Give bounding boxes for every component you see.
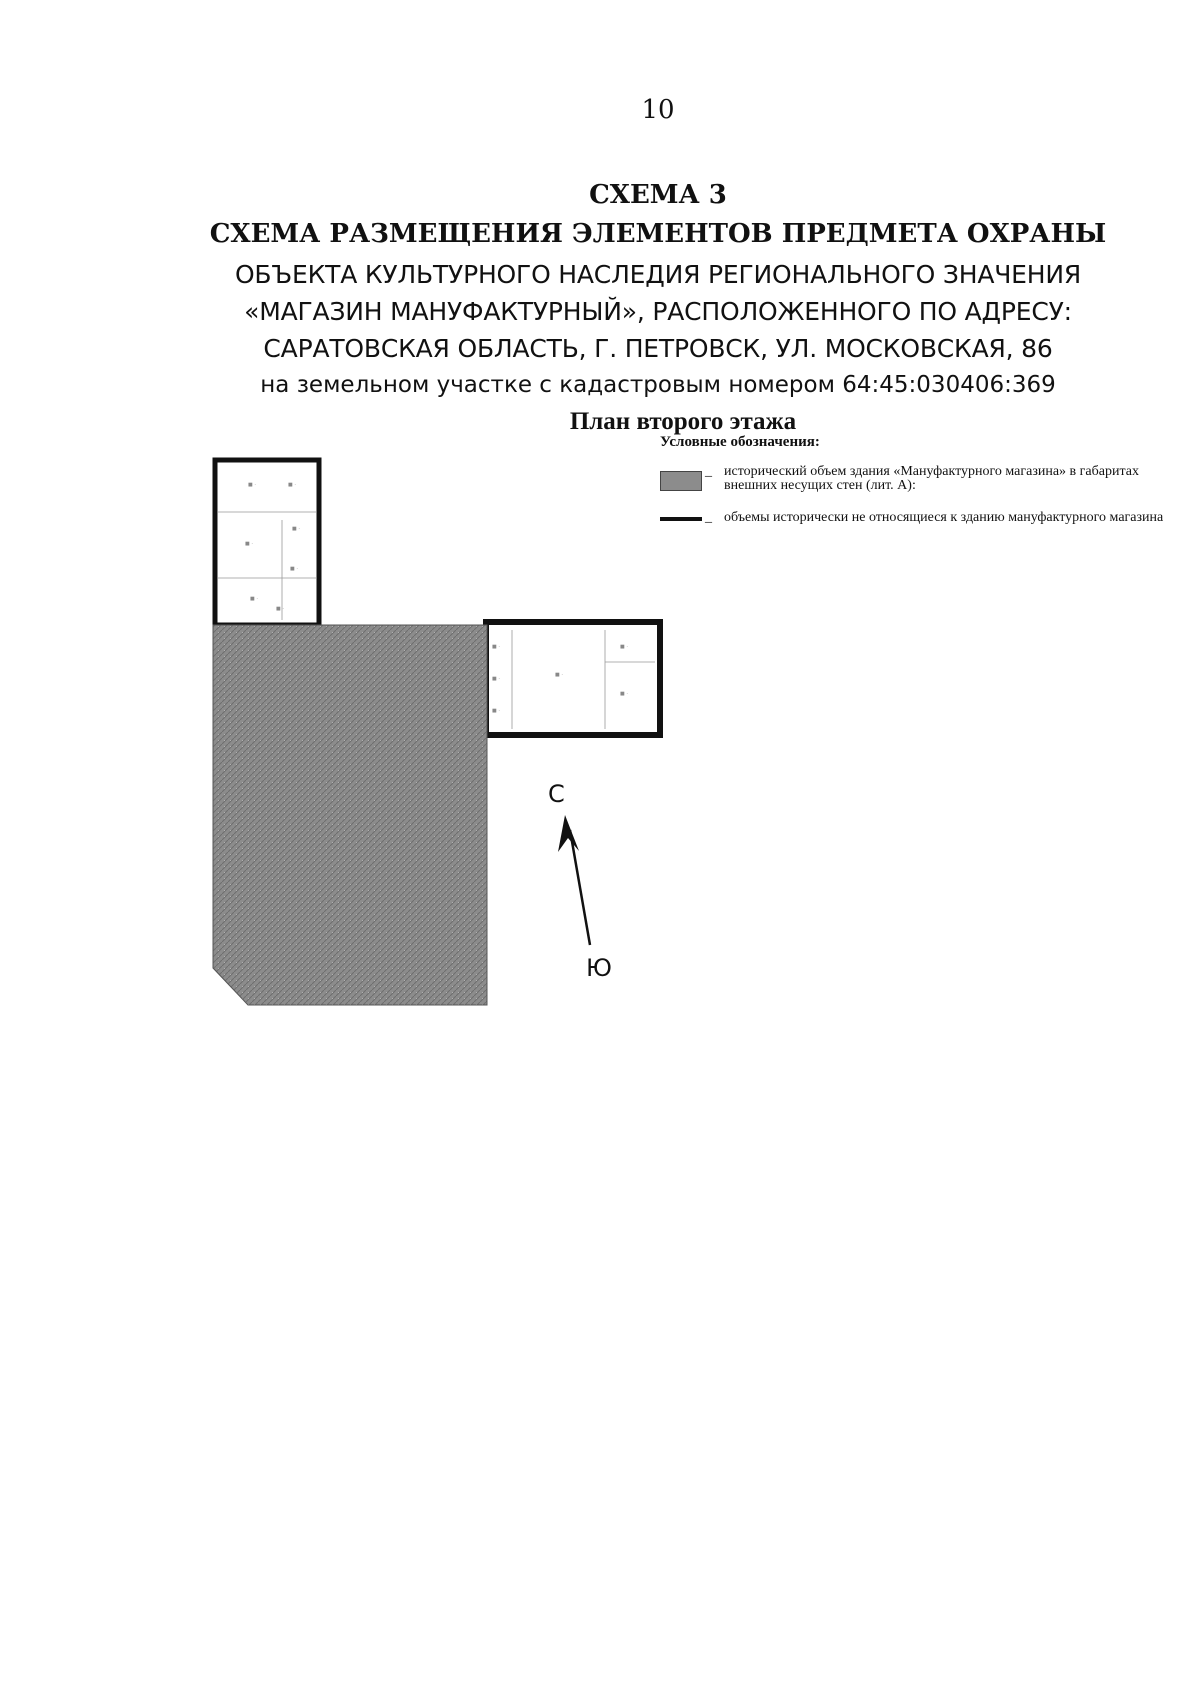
object-line-2: «МАГАЗИН МАНУФАКТУРНЫЙ», РАСПОЛОЖЕННОГО ПО АДРЕСУ: xyxy=(244,297,1072,326)
svg-text:■ ·: ■ · xyxy=(276,606,284,612)
svg-text:■ ·: ■ · xyxy=(492,676,500,682)
svg-text:■ ·: ■ · xyxy=(492,708,500,714)
non-historic-wing-east xyxy=(486,622,660,735)
compass-south-label: Ю xyxy=(586,954,612,982)
non-historic-wing-north xyxy=(215,460,319,625)
legend-dash: _ xyxy=(705,510,712,525)
svg-text:■ ·: ■ · xyxy=(492,644,500,650)
legend-heading: Условные обозначения: xyxy=(660,434,820,450)
legend-text-non-historic: объемы исторически не относящиеся к зданию мануфактурного магазина xyxy=(724,510,1164,525)
svg-text:■ ·: ■ · xyxy=(555,672,563,678)
legend-text-historic: исторический объем здания «Мануфактурного магазина» в габаритах внешних несущих стен (лит. А): xyxy=(724,464,1139,493)
svg-text:■ ·: ■ · xyxy=(620,644,628,650)
compass-north-label: С xyxy=(548,780,565,808)
svg-text:■ ·: ■ · xyxy=(292,526,300,532)
svg-text:■ ·: ■ · xyxy=(250,596,258,602)
object-line-3: САРАТОВСКАЯ ОБЛАСТЬ, Г. ПЕТРОВСК, УЛ. МОСКОВСКАЯ, 86 xyxy=(263,334,1053,363)
floor-title: План второго этажа xyxy=(569,408,797,435)
svg-text:■ ·: ■ · xyxy=(290,566,298,572)
svg-text:■ ·: ■ · xyxy=(620,691,628,697)
svg-text:■ ·: ■ · xyxy=(248,482,256,488)
legend-dash: _ xyxy=(705,464,712,479)
compass-arrow-icon xyxy=(558,815,590,945)
svg-text:■ ·: ■ · xyxy=(288,482,296,488)
svg-text:■ ·: ■ · xyxy=(245,541,253,547)
page-number: 10 xyxy=(641,95,675,125)
cadastral-line: на земельном участке с кадастровым номером 64:45:030406:369 xyxy=(260,372,1056,398)
scheme-title: СХЕМА РАЗМЕЩЕНИЯ ЭЛЕМЕНТОВ ПРЕДМЕТА ОХРАНЫ xyxy=(209,219,1107,249)
scheme-label: СХЕМА 3 xyxy=(589,180,727,210)
historic-volume xyxy=(213,625,487,1005)
object-line-1: ОБЪЕКТА КУЛЬТУРНОГО НАСЛЕДИЯ РЕГИОНАЛЬНОГО ЗНАЧЕНИЯ xyxy=(234,260,1082,289)
